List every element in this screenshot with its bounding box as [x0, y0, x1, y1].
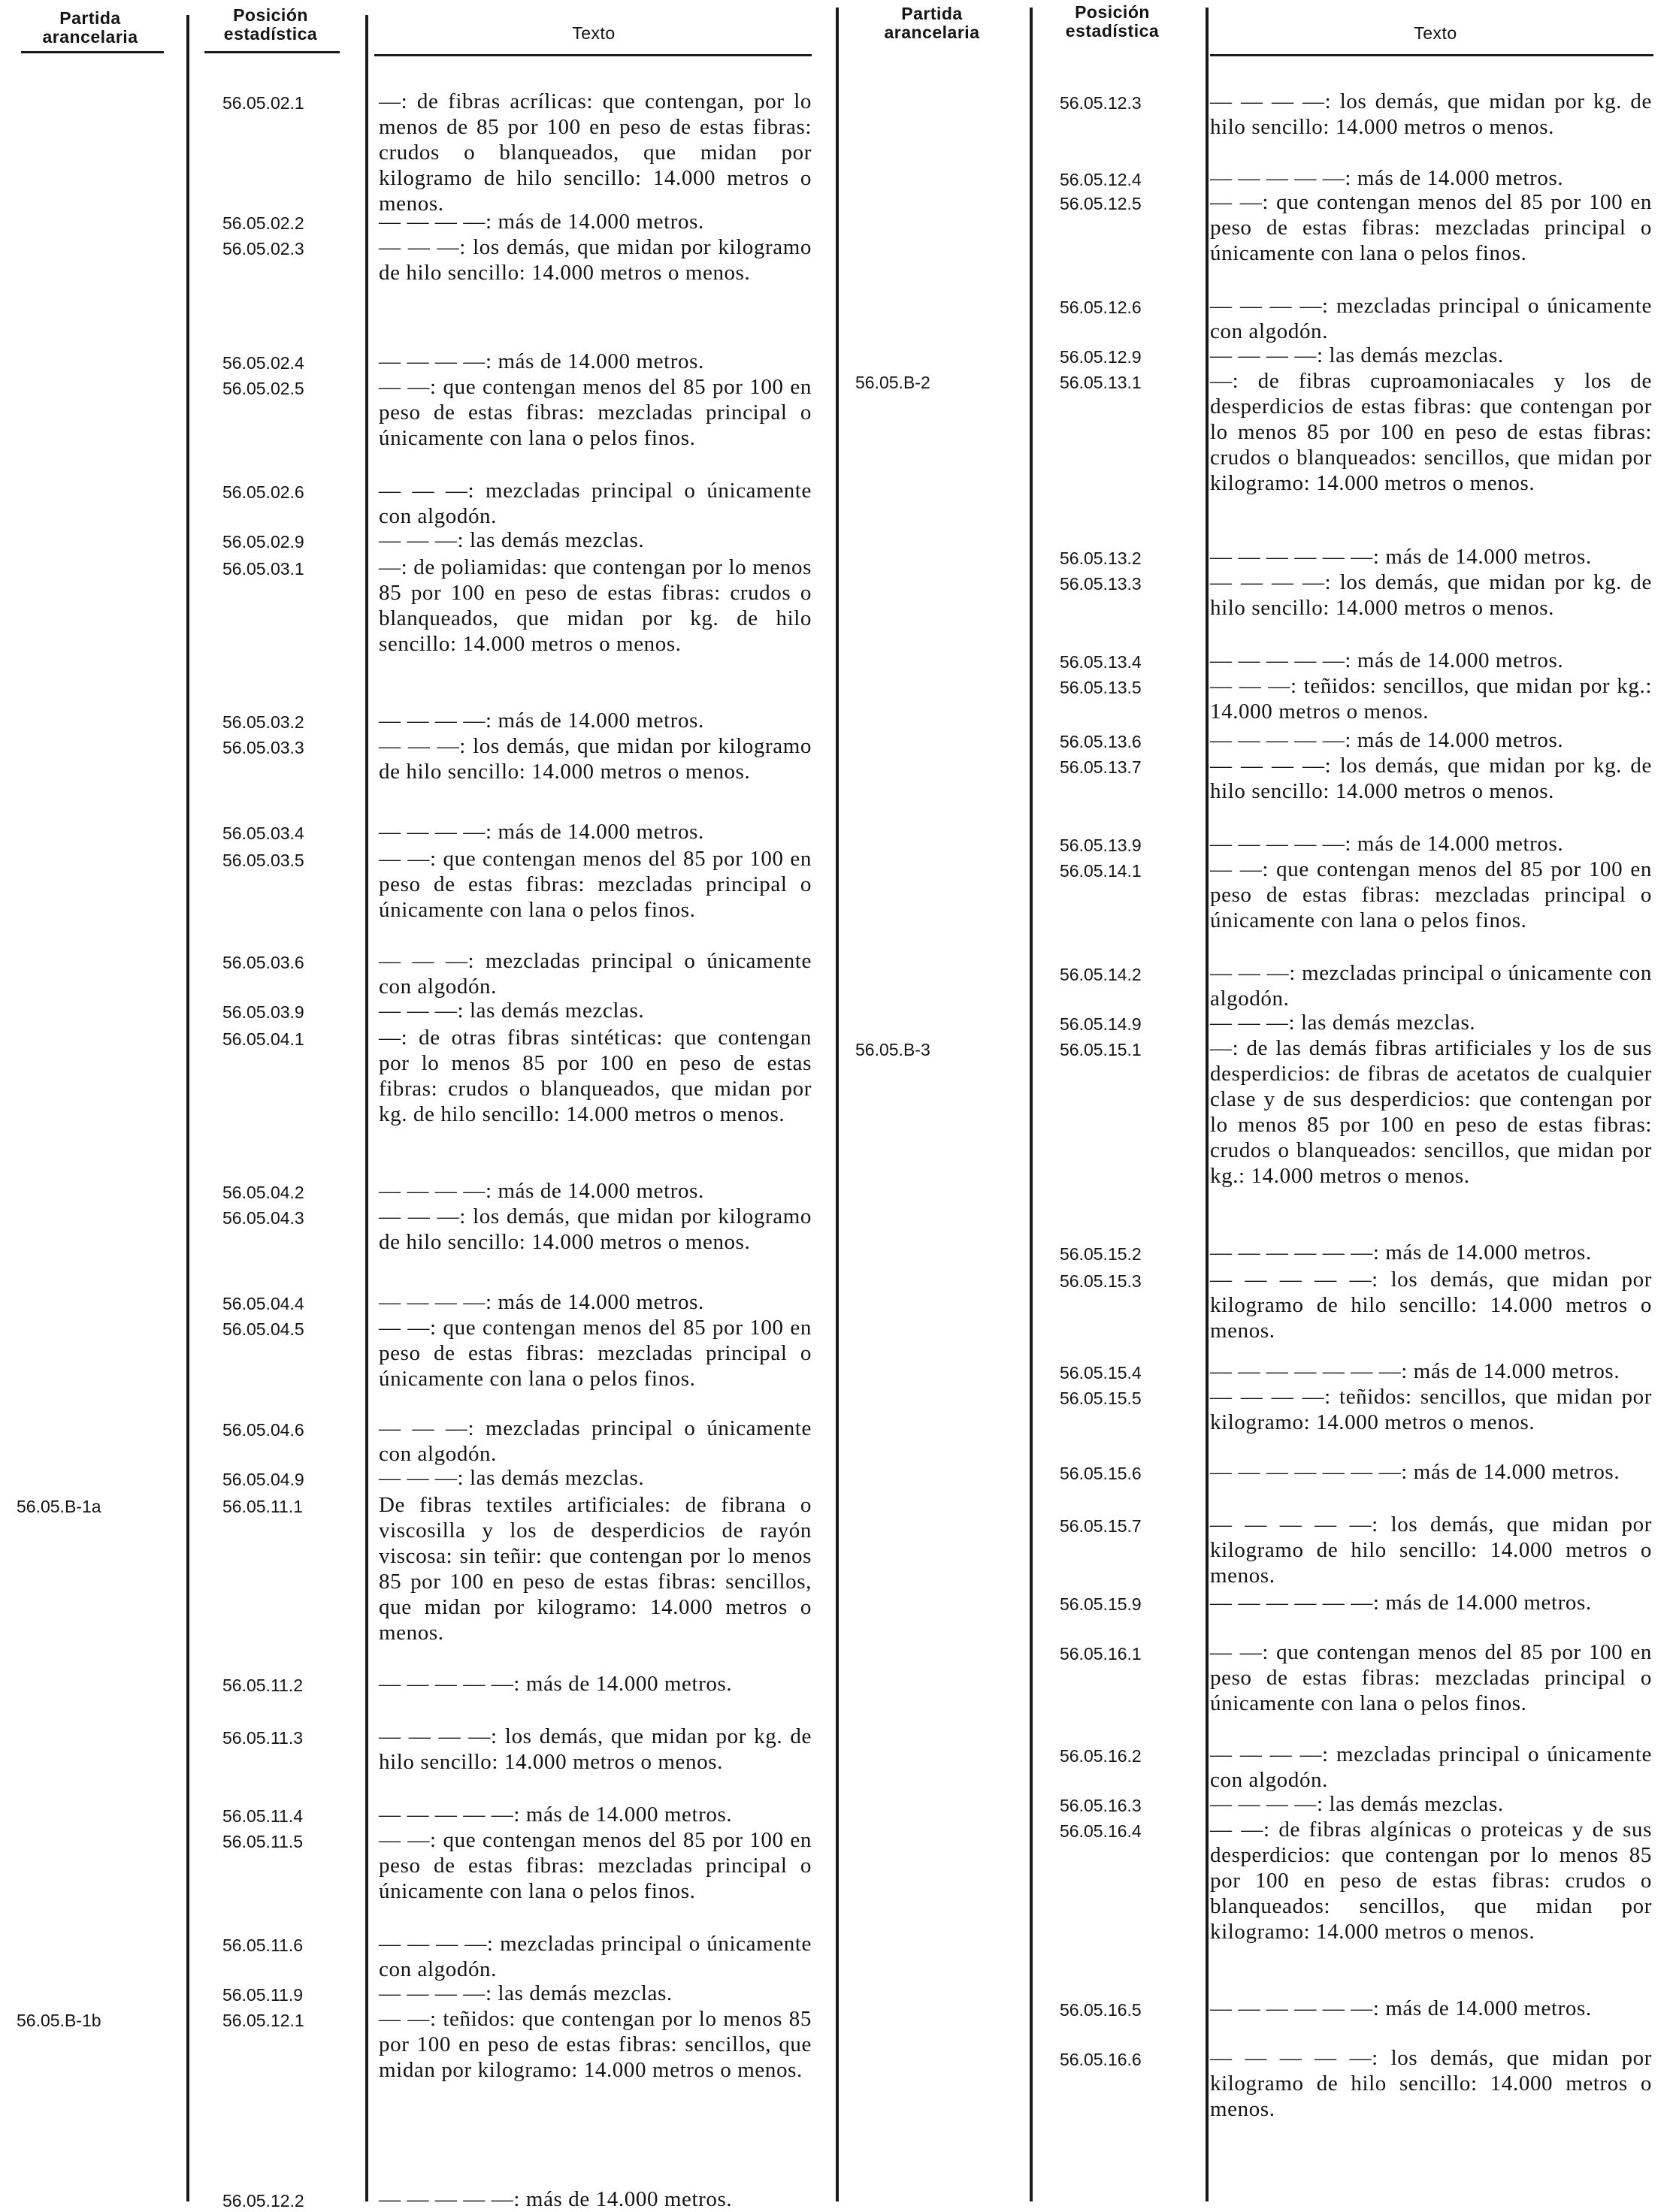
partida-header-right	[857, 5, 1007, 42]
entry-text: — —: que contengan menos del 85 por 100 en peso de estas fibras: mezcladas principal o únicamente con lana o pelos finos.	[1210, 857, 1652, 932]
entry-text: — — —: mezcladas principal o únicamente con algodón.	[379, 1416, 812, 1466]
posicion-estadistica: 56.05.15.5	[1060, 1389, 1142, 1408]
posicion-estadistica: 56.05.14.2	[1060, 965, 1142, 984]
posicion-estadistica: 56.05.03.3	[222, 738, 304, 757]
partida-code: 56.05.B-2	[855, 373, 930, 392]
entry-text: —: de fibras acrílicas: que contengan, por lo menos de 85 por 100 en peso de estas fibras: crudos o blanqueados, que midan por kilogramo de hilo sencillo: 14.000 metros o menos.	[379, 89, 812, 216]
posicion-estadistica: 56.05.11.1	[222, 1497, 304, 1516]
entry-text: — —: que contengan menos del 85 por 100 en peso de estas fibras: mezcladas principal o únicamente con lana o pelos finos.	[379, 375, 812, 450]
posicion-estadistica: 56.05.16.2	[1060, 1746, 1142, 1766]
entry-text: —: de otras fibras sintéticas: que contengan por lo menos 85 por 100 en peso de estas fibras: crudos o blanqueados, que midan por kg. de hilo sencillo: 14.000 metros o menos.	[379, 1026, 812, 1126]
entry-text: — — —: los demás, que midan por kilogramo de hilo sencillo: 14.000 metros o menos.	[379, 1204, 812, 1254]
entry-text: — — —: mezcladas principal o únicamente con algodón.	[1210, 961, 1652, 1011]
texto-header-left	[376, 24, 812, 43]
header-rule-left-2	[204, 51, 340, 53]
posicion-estadistica: 56.05.15.7	[1060, 1516, 1142, 1536]
posicion-header-left	[195, 6, 346, 44]
entry-text: — — — —: los demás, que midan por kg. de hilo sencillo: 14.000 metros o menos.	[1210, 89, 1652, 139]
entry-text: — — — —: más de 14.000 metros.	[379, 709, 704, 733]
entry-text: — — — — —: los demás, que midan por kilogramo de hilo sencillo: 14.000 metros o menos.	[1210, 1268, 1652, 1343]
entry-text: — — —: las demás mezclas.	[379, 999, 645, 1023]
posicion-estadistica: 56.05.03.6	[222, 953, 304, 972]
entry-text: — — — — — — —: más de 14.000 metros.	[1210, 1359, 1620, 1383]
posicion-estadistica: 56.05.03.4	[222, 823, 304, 843]
posicion-estadistica: 56.05.11.6	[222, 1936, 304, 1955]
posicion-estadistica: 56.05.13.5	[1060, 678, 1142, 697]
entry-text: — — — —: más de 14.000 metros.	[379, 210, 704, 234]
entry-text: — — —: los demás, que midan por kilogramo de hilo sencillo: 14.000 metros o menos.	[379, 734, 812, 784]
entry-text: — — — — —: más de 14.000 metros.	[1210, 728, 1564, 752]
posicion-estadistica: 56.05.15.4	[1060, 1363, 1142, 1382]
entry-text: — — — — —: más de 14.000 metros.	[379, 1803, 733, 1827]
entry-text: — —: que contengan menos del 85 por 100 en peso de estas fibras: mezcladas principal o únicamente con lana o pelos finos.	[379, 1828, 812, 1903]
posicion-estadistica: 56.05.16.4	[1060, 1821, 1142, 1841]
entry-text: — — — — — —: más de 14.000 metros.	[1210, 1996, 1592, 2020]
posicion-estadistica: 56.05.04.3	[222, 1208, 304, 1228]
entry-text: — — — —: más de 14.000 metros.	[379, 1290, 704, 1314]
posicion-estadistica: 56.05.12.9	[1060, 347, 1142, 367]
posicion-estadistica: 56.05.13.6	[1060, 732, 1142, 751]
partida-header-label: Partida arancelaria	[42, 8, 138, 47]
header-rule-left-3	[374, 54, 812, 56]
texto-header-label: Texto	[572, 23, 616, 43]
entry-text: — — — —: más de 14.000 metros.	[379, 820, 704, 844]
posicion-estadistica: 56.05.15.1	[1060, 1040, 1142, 1059]
posicion-estadistica: 56.05.04.4	[222, 1294, 304, 1313]
entry-text: —: de las demás fibras artificiales y los de sus desperdicios: de fibras de acetatos de cualquier clase y de sus desperdicios: que contengan por lo menos 85 por 100 en peso de estas fibras: crudos o blanqueados: sencillos, que midan por kg.: 14.000 metros o menos.	[1210, 1036, 1652, 1188]
entry-text: — — —: los demás, que midan por kilogramo de hilo sencillo: 14.000 metros o menos.	[379, 235, 812, 285]
posicion-estadistica: 56.05.13.3	[1060, 574, 1142, 594]
entry-text: De fibras textiles artificiales: de fibrana o viscosilla y los de desperdicios de rayón viscosa: sin teñir: que contengan por lo menos 85 por 100 en peso de estas fibras: sencillos, que midan por kilogramo: 14.000 metros o menos.	[379, 1493, 812, 1645]
posicion-estadistica: 56.05.03.5	[222, 851, 304, 870]
posicion-estadistica: 56.05.14.9	[1060, 1014, 1142, 1034]
posicion-estadistica: 56.05.12.6	[1060, 298, 1142, 317]
entry-text: — — — — —: los demás, que midan por kilogramo de hilo sencillo: 14.000 metros o menos.	[1210, 1512, 1652, 1588]
entry-text: — — —: teñidos: sencillos, que midan por kg.: 14.000 metros o menos.	[1210, 674, 1652, 724]
posicion-estadistica: 56.05.11.9	[222, 1985, 304, 2005]
posicion-estadistica: 56.05.12.1	[222, 2011, 304, 2030]
posicion-estadistica: 56.05.04.9	[222, 1470, 304, 1489]
posicion-estadistica: 56.05.02.6	[222, 482, 304, 502]
entry-text: — —: que contengan menos del 85 por 100 en peso de estas fibras: mezcladas principal o únicamente con lana o pelos finos.	[1210, 1640, 1652, 1715]
entry-text: — —: teñidos: que contengan por lo menos 85 por 100 en peso de estas fibras: sencillos, que midan por kilogramo: 14.000 metros o menos.	[379, 2007, 812, 2082]
entry-text: — — — — — —: más de 14.000 metros.	[1210, 1240, 1592, 1265]
entry-text: — —: de fibras algínicas o proteicas y de sus desperdicios: que contengan por lo menos 85 por 100 en peso de estas fibras: crudos o blanqueados: sencillos, que midan por kilogramo: 14.000 metros o menos.	[1210, 1818, 1652, 1944]
entry-text: — — — — —: más de 14.000 metros.	[379, 2187, 733, 2211]
posicion-estadistica: 56.05.02.9	[222, 532, 304, 551]
posicion-estadistica: 56.05.03.9	[222, 1002, 304, 1022]
posicion-estadistica: 56.05.03.2	[222, 712, 304, 732]
posicion-estadistica: 56.05.15.9	[1060, 1594, 1142, 1614]
column-rule	[1030, 8, 1033, 2201]
posicion-estadistica: 56.05.13.2	[1060, 548, 1142, 568]
entry-text: — — — —: los demás, que midan por kg. de hilo sencillo: 14.000 metros o menos.	[1210, 754, 1652, 803]
partida-code: 56.05.B-1b	[17, 2011, 101, 2030]
entry-text: — — — —: mezcladas principal o únicamente con algodón.	[1210, 294, 1652, 343]
entry-text: — — — — — —: más de 14.000 metros.	[1210, 1591, 1592, 1615]
entry-text: — —: que contengan menos del 85 por 100 en peso de estas fibras: mezcladas principal o únicamente con lana o pelos finos.	[379, 1316, 812, 1391]
partida-code: 56.05.B-3	[855, 1040, 930, 1059]
posicion-estadistica: 56.05.16.5	[1060, 2000, 1142, 2020]
entry-text: — — —: mezcladas principal o únicamente con algodón.	[379, 479, 812, 528]
posicion-estadistica: 56.05.12.2	[222, 2191, 304, 2210]
posicion-estadistica: 56.05.04.5	[222, 1319, 304, 1339]
posicion-estadistica: 56.05.02.5	[222, 379, 304, 398]
posicion-estadistica: 56.05.13.1	[1060, 373, 1142, 392]
posicion-estadistica: 56.05.11.2	[222, 1676, 304, 1695]
posicion-header-right	[1037, 3, 1187, 41]
entry-text: — — — —: teñidos: sencillos, que midan por kilogramo: 14.000 metros o menos.	[1210, 1385, 1652, 1434]
entry-text: — — — — — — —: más de 14.000 metros.	[1210, 1460, 1620, 1484]
entry-text: — —: que contengan menos del 85 por 100 en peso de estas fibras: mezcladas principal o únicamente con lana o pelos finos.	[379, 847, 812, 922]
posicion-estadistica: 56.05.04.6	[222, 1420, 304, 1440]
entry-text: — — — — —: más de 14.000 metros.	[379, 1672, 733, 1696]
entry-text: — — — —: mezcladas principal o únicamente con algodón.	[1210, 1742, 1652, 1792]
posicion-estadistica: 56.05.02.2	[222, 213, 304, 233]
posicion-estadistica: 56.05.02.3	[222, 239, 304, 258]
entry-text: —: de fibras cuproamoniacales y los de desperdicios de estas fibras: que contengan por lo menos 85 por 100 en peso de estas fibras: crudos o blanqueados: sencillos, que midan por kilogramo: 14.000 metros o menos.	[1210, 369, 1652, 495]
posicion-estadistica: 56.05.14.1	[1060, 861, 1142, 881]
entry-text: — — —: las demás mezclas.	[379, 1466, 645, 1490]
posicion-estadistica: 56.05.04.2	[222, 1183, 304, 1202]
column-rule	[1206, 8, 1209, 2201]
header-rule-right-1	[1210, 54, 1653, 56]
posicion-estadistica: 56.05.04.1	[222, 1029, 304, 1049]
entry-text: —: de poliamidas: que contengan por lo menos 85 por 100 en peso de estas fibras: crudos o blanqueados, que midan por kg. de hilo sencillo: 14.000 metros o menos.	[379, 555, 812, 656]
entry-text: — — — —: los demás, que midan por kg. de hilo sencillo: 14.000 metros o menos.	[379, 1724, 812, 1774]
posicion-estadistica: 56.05.13.7	[1060, 757, 1142, 777]
posicion-estadistica: 56.05.15.6	[1060, 1464, 1142, 1483]
entry-text: — — — —: más de 14.000 metros.	[379, 1179, 704, 1203]
posicion-estadistica: 56.05.16.6	[1060, 2050, 1142, 2069]
posicion-estadistica: 56.05.16.1	[1060, 1644, 1142, 1664]
posicion-estadistica: 56.05.11.5	[222, 1832, 304, 1851]
posicion-estadistica: 56.05.15.2	[1060, 1244, 1142, 1264]
entry-text: — — — —: los demás, que midan por kg. de hilo sencillo: 14.000 metros o menos.	[1210, 570, 1652, 620]
posicion-estadistica: 56.05.02.1	[222, 93, 304, 113]
posicion-estadistica: 56.05.12.3	[1060, 93, 1142, 113]
entry-text: — — — — —: los demás, que midan por kilogramo de hilo sencillo: 14.000 metros o menos.	[1210, 2046, 1652, 2121]
entry-text: — — — —: las demás mezclas.	[379, 1981, 673, 2005]
partida-header-left	[15, 9, 165, 47]
posicion-estadistica: 56.05.16.3	[1060, 1796, 1142, 1815]
entry-text: — — — — —: más de 14.000 metros.	[1210, 648, 1564, 672]
posicion-estadistica: 56.05.13.4	[1060, 652, 1142, 672]
column-rule	[186, 15, 189, 2201]
posicion-estadistica: 56.05.12.4	[1060, 170, 1142, 189]
entry-text: — — — — —: más de 14.000 metros.	[1210, 832, 1564, 856]
entry-text: — — — — — —: más de 14.000 metros.	[1210, 545, 1592, 569]
entry-text: — — — —: mezcladas principal o únicamente con algodón.	[379, 1932, 812, 1981]
posicion-header-label: Posición estadística	[1065, 2, 1160, 41]
posicion-header-label: Posición estadística	[223, 5, 318, 44]
posicion-estadistica: 56.05.02.4	[222, 353, 304, 373]
posicion-estadistica: 56.05.15.3	[1060, 1271, 1142, 1291]
entry-text: — — — —: más de 14.000 metros.	[379, 349, 704, 373]
entry-text: — — — —: las demás mezclas.	[1210, 343, 1504, 367]
texto-header-right	[1218, 24, 1653, 43]
entry-text: — — —: las demás mezclas.	[1210, 1011, 1476, 1035]
column-rule	[836, 8, 839, 2201]
entry-text: — — —: mezcladas principal o únicamente con algodón.	[379, 949, 812, 999]
entry-text: — —: que contengan menos del 85 por 100 en peso de estas fibras: mezcladas principal o únicamente con lana o pelos finos.	[1210, 190, 1652, 265]
entry-text: — — —: las demás mezclas.	[379, 528, 645, 552]
posicion-estadistica: 56.05.12.5	[1060, 194, 1142, 213]
posicion-estadistica: 56.05.03.1	[222, 559, 304, 579]
posicion-estadistica: 56.05.11.3	[222, 1728, 304, 1748]
posicion-estadistica: 56.05.13.9	[1060, 836, 1142, 855]
entry-text: — — — —: las demás mezclas.	[1210, 1792, 1504, 1816]
column-rule	[365, 15, 368, 2201]
header-rule-left-1	[21, 51, 164, 53]
entry-text: — — — — —: más de 14.000 metros.	[1210, 166, 1564, 190]
texto-header-label: Texto	[1414, 23, 1457, 43]
partida-code: 56.05.B-1a	[17, 1497, 101, 1516]
posicion-estadistica: 56.05.11.4	[222, 1806, 304, 1826]
partida-header-label: Partida arancelaria	[884, 4, 980, 42]
